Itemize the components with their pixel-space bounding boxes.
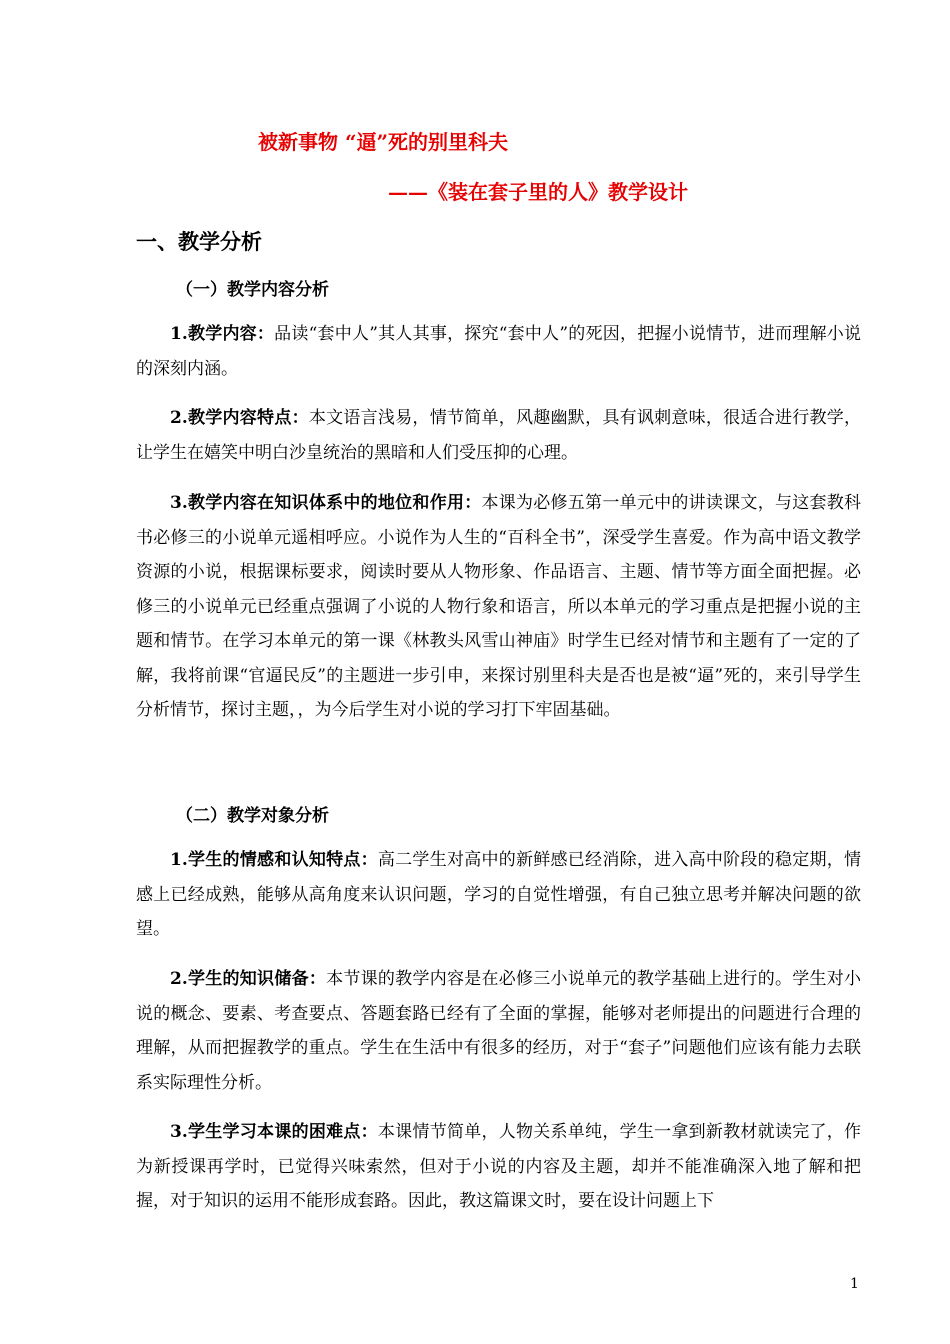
paragraph-label: 2.教学内容特点： [170, 408, 309, 428]
paragraph-label: 2.学生的知识储备： [170, 969, 327, 989]
document-subtitle: ——《装在套子里的人》教学设计 [388, 180, 688, 204]
paragraph-text: 高二学生对高中的新鲜感已经消除，进入高中阶段的稳定期，情感上已经成熟，能够从高角度来认识问题，学习的自觉性增强，有自己独立思考并解决问题的欲望。 [136, 850, 862, 939]
document-title: 被新事物 “逼”死的别里科夫 [258, 130, 508, 154]
paragraph-label: 1.教学内容： [170, 324, 275, 344]
subsection-heading-student-analysis: （二）教学对象分析 [176, 806, 329, 826]
paragraph-label: 3.学生学习本课的困难点： [170, 1122, 378, 1142]
paragraph-label: 1.学生的情感和认知特点： [170, 850, 378, 870]
paragraph-label: 3.教学内容在知识体系中的地位和作用： [170, 493, 482, 513]
paragraph-text: 本课情节简单，人物关系单纯，学生一拿到新教材就读完了，作为新授课再学时，已觉得兴味索然，但对于小说的内容及主题，却并不能准确深入地了解和把握，对于知识的运用不能形成套路。因此，教这篇课文时，要在设计问题上下 [136, 1122, 862, 1211]
paragraph-student-knowledge [136, 962, 861, 1100]
paragraph-content [136, 317, 861, 386]
page-number: 1 [850, 1276, 859, 1292]
paragraph-text: 本文语言浅易，情节简单，风趣幽默，具有讽刺意味，很适合进行教学，让学生在嬉笑中明白沙皇统治的黑暗和人们受压抑的心理。 [136, 408, 862, 463]
subsection-heading-content-analysis: （一）教学内容分析 [176, 280, 329, 300]
paragraph-student-difficulty [136, 1115, 861, 1219]
paragraph-content-features [136, 401, 861, 470]
paragraph-text: 品读“套中人”其人其事，探究“套中人”的死因，把握小说情节，进而理解小说的深刻内涵。 [136, 324, 861, 379]
paragraph-student-emotion [136, 843, 861, 947]
paragraph-content-role [136, 486, 861, 728]
section-heading-teaching-analysis: 一、教学分析 [136, 229, 262, 254]
paragraph-text: 本课为必修五第一单元中的讲读课文，与这套教科书必修三的小说单元遥相呼应。小说作为人生的“百科全书”，深受学生喜爱。作为高中语文教学资源的小说，根据课标要求，阅读时要从人物形象、作品语言、主题、情节等方面全面把握。必修三的小说单元已经重点强调了小说的人物行象和语言，所以本单元的学习重点是把握小说的主题和情节。在学习本单元的第一课《林教头风雪山神庙》时学生已经对情节和主题有了一定的了解，我将前课“官逼民反”的主题进一步引申，来探讨别里科夫是否也是被“逼”死的，来引导学生分析情节，探讨主题，，为今后学生对小说的学习打下牢固基础。 [136, 493, 862, 720]
paragraph-text: 本节课的教学内容是在必修三小说单元的教学基础上进行的。学生对小说的概念、要素、考查要点、答题套路已经有了全面的掌握，能够对老师提出的问题进行合理的理解，从而把握教学的重点。学生在生活中有很多的经历，对于“套子”问题他们应该有能力去联系实际理性分析。 [136, 969, 862, 1093]
